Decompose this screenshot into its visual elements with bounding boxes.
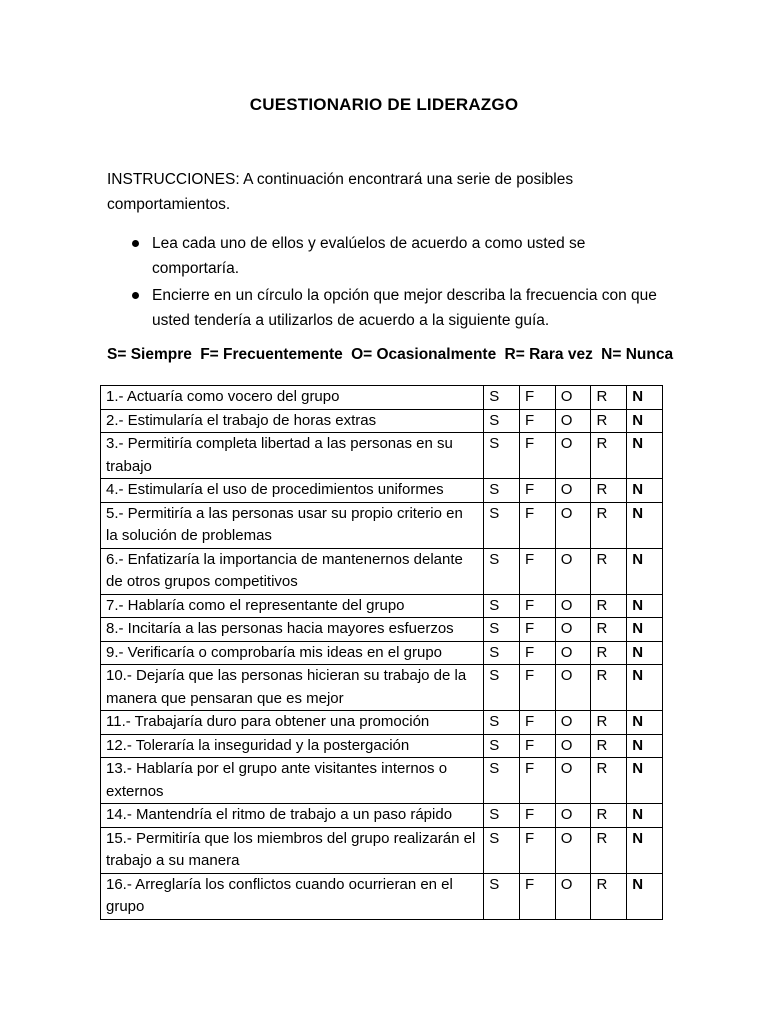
option-o[interactable]: O <box>555 758 591 804</box>
option-o[interactable]: O <box>555 618 591 642</box>
table-row <box>101 594 663 618</box>
option-s[interactable]: S <box>484 409 520 433</box>
question-text: 8.- Incitaría a las personas hacia mayores esfuerzos <box>101 618 484 642</box>
instructions-text: A continuación encontrará una serie de posibles comportamientos. <box>107 171 574 213</box>
question-text: 14.- Mantendría el ritmo de trabajo a un paso rápido <box>101 804 484 828</box>
option-o[interactable]: O <box>555 804 591 828</box>
question-text: 16.- Arreglaría los conflictos cuando ocurrieran en el grupo <box>101 873 484 919</box>
option-n[interactable]: N <box>627 433 663 479</box>
legend-item: F= Frecuentemente <box>200 346 343 363</box>
option-r[interactable]: R <box>591 502 627 548</box>
option-r[interactable]: R <box>591 641 627 665</box>
table-row <box>101 827 663 873</box>
option-o[interactable]: O <box>555 479 591 503</box>
option-r[interactable]: R <box>591 804 627 828</box>
table-row <box>101 409 663 433</box>
option-o[interactable]: O <box>555 641 591 665</box>
legend-item: R= Rara vez <box>504 346 593 363</box>
table-row <box>101 618 663 642</box>
option-s[interactable]: S <box>484 548 520 594</box>
table-row <box>101 386 663 410</box>
option-o[interactable]: O <box>555 409 591 433</box>
question-text: 10.- Dejaría que las personas hicieran su trabajo de la manera que pensaran que es mejor <box>101 665 484 711</box>
question-text: 6.- Enfatizaría la importancia de mantenernos delante de otros grupos competitivos <box>101 548 484 594</box>
option-f[interactable]: F <box>519 502 555 548</box>
option-n[interactable]: N <box>627 734 663 758</box>
option-n[interactable]: N <box>627 641 663 665</box>
option-r[interactable]: R <box>591 665 627 711</box>
option-s[interactable]: S <box>484 873 520 919</box>
option-r[interactable]: R <box>591 548 627 594</box>
option-r[interactable]: R <box>591 409 627 433</box>
option-r[interactable]: R <box>591 758 627 804</box>
question-text: 12.- Toleraría la inseguridad y la postergación <box>101 734 484 758</box>
option-s[interactable]: S <box>484 618 520 642</box>
question-text: 5.- Permitiría a las personas usar su propio criterio en la solución de problemas <box>101 502 484 548</box>
option-s[interactable]: S <box>484 641 520 665</box>
option-n[interactable]: N <box>627 548 663 594</box>
option-f[interactable]: F <box>519 758 555 804</box>
question-text: 11.- Trabajaría duro para obtener una promoción <box>101 711 484 735</box>
option-n[interactable]: N <box>627 409 663 433</box>
option-o[interactable]: O <box>555 827 591 873</box>
option-n[interactable]: N <box>627 711 663 735</box>
legend-item: O= Ocasionalmente <box>351 346 497 363</box>
option-r[interactable]: R <box>591 479 627 503</box>
option-s[interactable]: S <box>484 758 520 804</box>
option-n[interactable]: N <box>627 873 663 919</box>
question-text: 9.- Verificaría o comprobaría mis ideas en el grupo <box>101 641 484 665</box>
document-title: CUESTIONARIO DE LIDERAZGO <box>249 95 519 114</box>
option-f[interactable]: F <box>519 827 555 873</box>
option-s[interactable]: S <box>484 665 520 711</box>
legend-item: S= Siempre <box>107 346 192 363</box>
option-o[interactable]: O <box>555 386 591 410</box>
option-s[interactable]: S <box>484 433 520 479</box>
option-o[interactable]: O <box>555 711 591 735</box>
option-r[interactable]: R <box>591 386 627 410</box>
option-f[interactable]: F <box>519 804 555 828</box>
option-f[interactable]: F <box>519 734 555 758</box>
table-row <box>101 873 663 919</box>
questionnaire-table <box>100 385 663 920</box>
option-s[interactable]: S <box>484 711 520 735</box>
option-r[interactable]: R <box>591 711 627 735</box>
option-n[interactable]: N <box>627 827 663 873</box>
option-o[interactable]: O <box>555 594 591 618</box>
table-row <box>101 502 663 548</box>
option-s[interactable]: S <box>484 827 520 873</box>
option-r[interactable]: R <box>591 618 627 642</box>
question-text: 4.- Estimularía el uso de procedimientos uniformes <box>101 479 484 503</box>
option-n[interactable]: N <box>627 665 663 711</box>
instructions-paragraph <box>107 167 667 217</box>
option-s[interactable]: S <box>484 386 520 410</box>
option-r[interactable]: R <box>591 734 627 758</box>
instruction-bullet: Encierre en un círculo la opción que mejor describa la frecuencia con que usted tendería a utilizarlos de acuerdo a la siguiente guía. <box>107 283 667 333</box>
option-f[interactable]: F <box>519 479 555 503</box>
question-text: 15.- Permitiría que los miembros del grupo realizarán el trabajo a su manera <box>101 827 484 873</box>
option-f[interactable]: F <box>519 386 555 410</box>
table-row <box>101 711 663 735</box>
option-s[interactable]: S <box>484 734 520 758</box>
option-n[interactable]: N <box>627 479 663 503</box>
option-f[interactable]: F <box>519 711 555 735</box>
option-o[interactable]: O <box>555 502 591 548</box>
table-row <box>101 433 663 479</box>
table-row <box>101 734 663 758</box>
option-r[interactable]: R <box>591 594 627 618</box>
question-text: 13.- Hablaría por el grupo ante visitantes internos o externos <box>101 758 484 804</box>
table-row <box>101 548 663 594</box>
option-o[interactable]: O <box>555 873 591 919</box>
option-o[interactable]: O <box>555 734 591 758</box>
option-n[interactable]: N <box>627 502 663 548</box>
option-o[interactable]: O <box>555 548 591 594</box>
option-s[interactable]: S <box>484 804 520 828</box>
table-row <box>101 665 663 711</box>
option-o[interactable]: O <box>555 665 591 711</box>
option-f[interactable]: F <box>519 433 555 479</box>
option-f[interactable]: F <box>519 594 555 618</box>
table-row <box>101 479 663 503</box>
table-row <box>101 641 663 665</box>
table-row <box>101 758 663 804</box>
option-o[interactable]: O <box>555 433 591 479</box>
option-f[interactable]: F <box>519 641 555 665</box>
legend-item: N= Nunca <box>601 346 674 363</box>
option-r[interactable]: R <box>591 827 627 873</box>
option-f[interactable]: F <box>519 409 555 433</box>
option-n[interactable]: N <box>627 618 663 642</box>
option-n[interactable]: N <box>627 758 663 804</box>
option-f[interactable]: F <box>519 873 555 919</box>
table-row <box>101 804 663 828</box>
instructions-list <box>107 231 667 335</box>
instructions-label: INSTRUCCIONES: <box>107 171 240 188</box>
instruction-bullet: Lea cada uno de ellos y evalúelos de acuerdo a como usted se comportaría. <box>107 231 667 281</box>
option-f[interactable]: F <box>519 618 555 642</box>
option-f[interactable]: F <box>519 665 555 711</box>
question-text: 1.- Actuaría como vocero del grupo <box>101 386 484 410</box>
question-text: 7.- Hablaría como el representante del grupo <box>101 594 484 618</box>
option-r[interactable]: R <box>591 433 627 479</box>
option-r[interactable]: R <box>591 873 627 919</box>
question-text: 2.- Estimularía el trabajo de horas extras <box>101 409 484 433</box>
option-n[interactable]: N <box>627 386 663 410</box>
option-s[interactable]: S <box>484 479 520 503</box>
question-text: 3.- Permitiría completa libertad a las personas en su trabajo <box>101 433 484 479</box>
option-n[interactable]: N <box>627 804 663 828</box>
option-n[interactable]: N <box>627 594 663 618</box>
option-s[interactable]: S <box>484 502 520 548</box>
frequency-legend <box>107 346 707 364</box>
option-f[interactable]: F <box>519 548 555 594</box>
option-s[interactable]: S <box>484 594 520 618</box>
